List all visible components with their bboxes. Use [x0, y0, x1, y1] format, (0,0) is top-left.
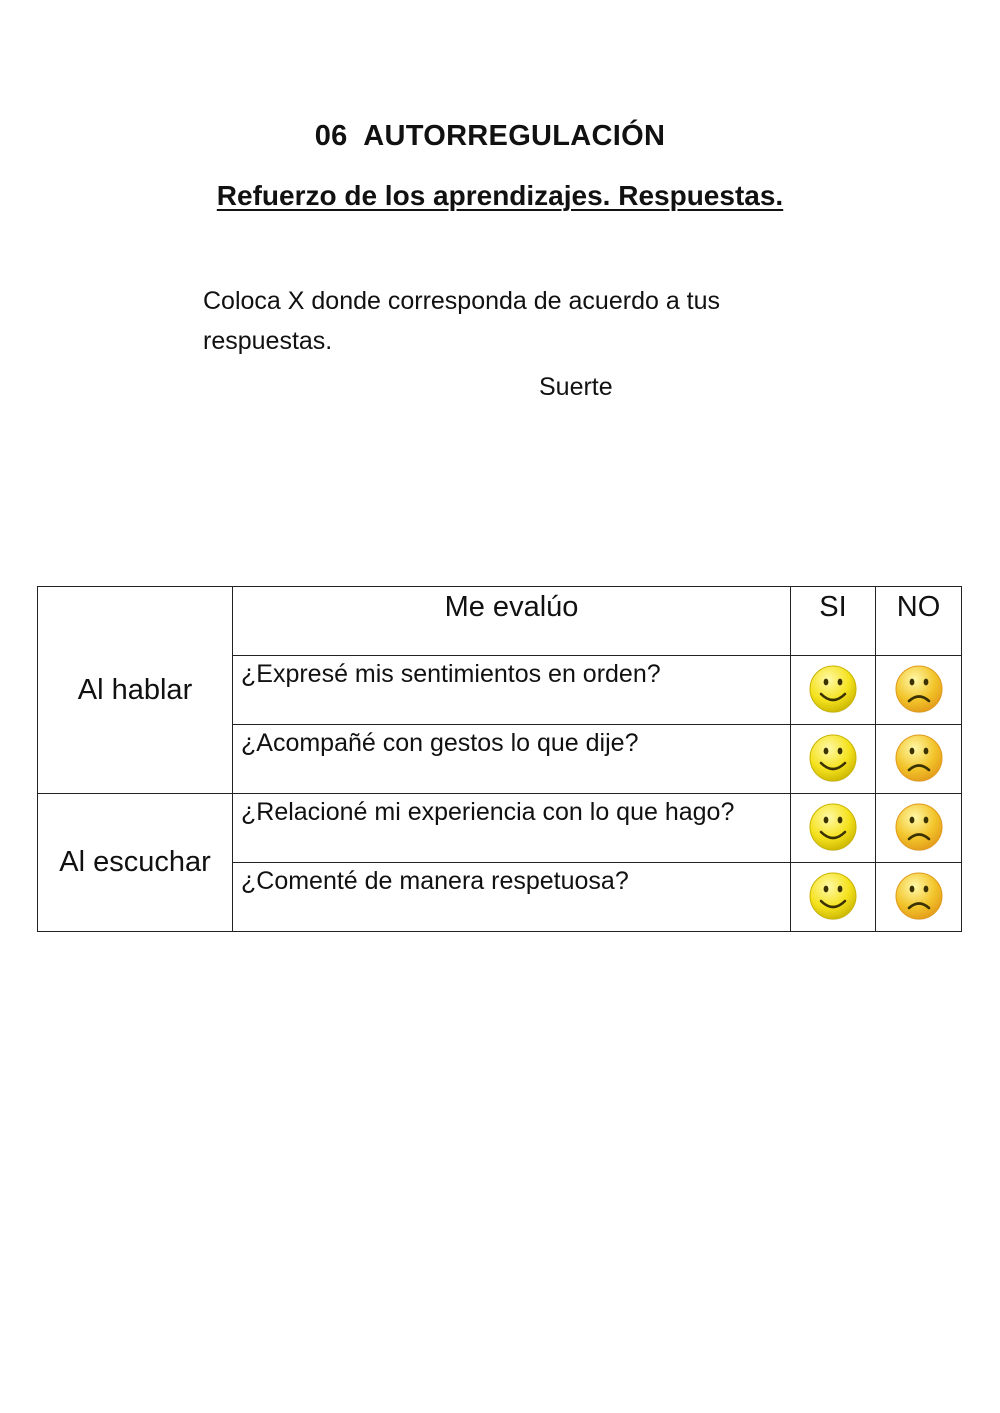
- no-option-cell[interactable]: [876, 794, 962, 863]
- category-label: Al hablar: [77, 673, 193, 706]
- self-evaluation-table: [37, 586, 962, 932]
- question-text: ¿Relacioné mi experiencia con lo que hago?: [233, 794, 791, 863]
- column-header-no: NO: [876, 587, 962, 656]
- question-text: ¿Expresé mis sentimientos en orden?: [233, 656, 791, 725]
- document-subtitle: Refuerzo de los aprendizajes. Respuestas.: [216, 180, 784, 211]
- category-cell: [38, 587, 233, 794]
- sad-face-icon[interactable]: [893, 663, 945, 715]
- sad-face-icon[interactable]: [893, 732, 945, 784]
- no-option-cell[interactable]: [876, 863, 962, 932]
- happy-face-icon[interactable]: [807, 663, 859, 715]
- no-option-cell[interactable]: [876, 725, 962, 794]
- yes-option-cell[interactable]: [791, 863, 876, 932]
- question-text: ¿Comenté de manera respetuosa?: [233, 863, 791, 932]
- instructions-text: Coloca X donde corresponda de acuerdo a tus respuestas.: [203, 287, 721, 355]
- yes-option-cell[interactable]: [791, 656, 876, 725]
- question-text: ¿Acompañé con gestos lo que dije?: [233, 725, 791, 794]
- yes-option-cell[interactable]: [791, 794, 876, 863]
- category-cell: [38, 794, 233, 932]
- happy-face-icon[interactable]: [807, 870, 859, 922]
- no-option-cell[interactable]: [876, 656, 962, 725]
- column-header-statement: Me evalúo: [233, 587, 791, 656]
- table-row: [38, 794, 962, 863]
- sad-face-icon[interactable]: [893, 870, 945, 922]
- yes-option-cell[interactable]: [791, 725, 876, 794]
- closing-text: Suerte: [539, 373, 613, 401]
- happy-face-icon[interactable]: [807, 801, 859, 853]
- table-header-row: [38, 587, 962, 656]
- document-title: 06 AUTORREGULACIÓN: [314, 120, 666, 152]
- category-label: Al escuchar: [59, 846, 211, 878]
- happy-face-icon[interactable]: [807, 732, 859, 784]
- sad-face-icon[interactable]: [893, 801, 945, 853]
- column-header-yes: SI: [791, 587, 876, 656]
